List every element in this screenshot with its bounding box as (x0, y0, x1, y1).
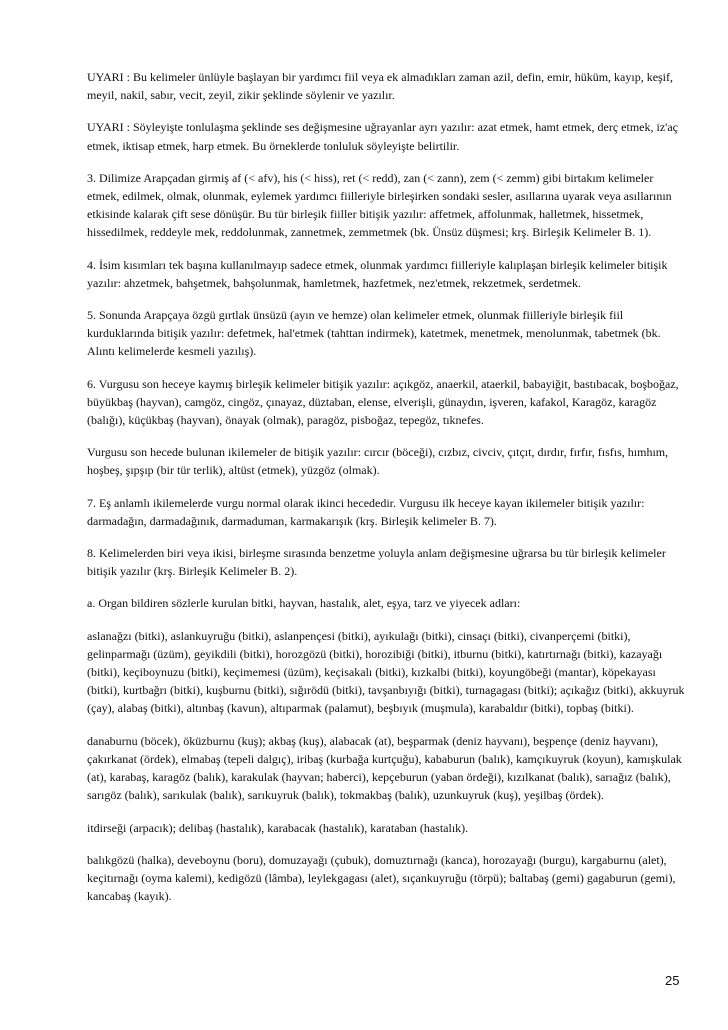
paragraph: 6. Vurgusu son heceye kaymış birleşik kelimeler bitişik yazılır: açıkgöz, anaerkil, ataerkil, babayiğit, bastıbacak, boşboğaz, büyükbaş (hayvan), camgöz, cingöz, çınayaz, düztaban, elense, elverişli, günaydın, işveren, kafakol, Karagöz, karagöz (balığı), küçükbaş (hayvan), önayak (olmak), paragöz, pisboğaz, tepegöz, tıknefes. (87, 376, 679, 428)
document-body (87, 68, 685, 919)
paragraph: Vurgusu son hecede bulunan ikilemeler de bitişik yazılır: cırcır (böceği), cızbız, civciv, çıtçıt, dırdır, fırfır, fısfıs, hımhım, hoşbeş, şıpşıp (bir tür terlik), altüst (etmek), yüzgöz (olmak). (87, 445, 669, 478)
page-number: 25 (665, 973, 680, 988)
paragraph: balıkgözü (halka), deveboynu (boru), domuzayağı (çubuk), domuztırnağı (kanca), horozayağı (burgu), kargaburnu (alet), keçitırnağı (oyma kalemi), kedigözü (lâmba), leylekgagası (alet), sıçankuyruğu (törpü); baltabaş (gemi) gagaburun (gemi), kancabaş (kayık). (87, 852, 676, 904)
paragraph: UYARI : Bu kelimeler ünlüyle başlayan bir yardımcı fiil veya ek almadıkları zaman azil, defin, emir, hüküm, kayıp, keşif, meyil, nakil, sabır, vecit, zeyil, zikir şeklinde söylenir ve yazılır. (87, 70, 674, 103)
paragraph: 7. Eş anlamlı ikilemelerde vurgu normal olarak ikinci hecededir. Vurgusu ilk heceye kayan ikilemeler bitişik yazılır: darmadağın, darmadağınık, darmaduman, karmakarışık (krş. Birleşik kelimeler B. 7). (87, 495, 645, 528)
paragraph: 4. İsim kısımları tek başına kullanılmayıp sadece etmek, olunmak yardımcı fiilleriyle kalıplaşan birleşik kelimeler bitişik yazılır: ahzetmek, bahşetmek, bahşolunmak, hamletmek, hazfetmek, nez'etmek, rekzetmek, serdetmek. (87, 257, 668, 290)
paragraph: a. Organ bildiren sözlerle kurulan bitki, hayvan, hastalık, alet, eşya, tarz ve yiyecek adları: (87, 596, 521, 611)
paragraph: 5. Sonunda Arapçaya özgü gırtlak ünsüzü (ayın ve hemze) olan kelimeler etmek, olunmak fiilleriyle birleşik fiil kurduklarında bitişik yazılır: defetmek, hal'etmek (tahttan indirmek), katetmek, menetmek, menolunmak, tabetmek (bk. Alıntı kelimelerde kesmeli yazılış). (87, 308, 661, 359)
paragraph: UYARI : Söyleyişte tonlulaşma şeklinde ses değişmesine uğrayanlar ayrı yazılır: azat etmek, hamt etmek, derç etmek, iz'aç etmek, iktisap etmek, harp etmek. Bu örneklerde tonluluk söyleyişte belirtilir. (87, 120, 678, 153)
paragraph: 8. Kelimelerden biri veya ikisi, birleşme sırasında benzetme yoluyla anlam değişmesine uğrarsa bu tür birleşik kelimeler bitişik yazılır (krş. Birleşik Kelimeler B. 2). (87, 546, 666, 579)
paragraph: 3. Dilimize Arapçadan girmiş af (< afv), his (< hiss), ret (< redd), zan (< zann), zem (< zemm) gibi birtakım kelimeler etmek, edilmek, olmak, olunmak, eylemek yardımcı fiilleriyle birleşirken sondaki sesler, asıllarına uyarak veya asıllarının etkisinde kalarak çift sese dönüşür. Bu tür birleşik fiiller bitişik yazılır: affetmek, affolunmak, halletmek, hissetmek, hissedilmek, reddeyle mek, reddolunmak, zannetmek, zemmetmek (bk. Ünsüz düşmesi; krş. Birleşik Kelimeler B. 1). (87, 170, 672, 240)
paragraph: danaburnu (böcek), öküzburnu (kuş); akbaş (kuş), alabacak (at), beşparmak (deniz hayvanı), beşpençe (deniz hayvanı), çakırkanat (ördek), elmabaş (tepeli dalgıç), iribaş (kurbağa kurtçuğu), kababurun (balık), kamçıkuyruk (koyun), kamışkulak (at), karabaş, karagöz (balık), karakulak (hayvan; haberci), kepçeburun (yaban ördeği), kızılkanat (balık), sarıağız (balık), sarıgöz (balık), sarıkulak (balık), sarıkuyruk (balık), tokmakbaş (balık), uzunkuyruk (kuş), yeşilbaş (ördek). (87, 733, 682, 803)
paragraph: aslanağzı (bitki), aslankuyruğu (bitki), aslanpençesi (bitki), ayıkulağı (bitki), cinsaçı (bitki), civanperçemi (bitki), gelinparmağı (üzüm), geyikdili (bitki), horozgözü (bitki), horozibiği (bitki), itburnu (bitki), katırtırnağı (bitki), kazayağı (bitki), keçiboynuzu (bitki), keçimemesi (üzüm), keçisakalı (bitki), kızkalbi (bitki), koyungöbeği (mantar), köpekayası (bitki), kurtbağrı (bitki), kuşburnu (bitki), sığırödü (bitki), tavşanbıyığı (bitki), turnagagası (bitki); açıkağız (bitki), akkuyruk (çay), alabaş (bitki), altınbaş (kavun), altıparmak (palamut), beşbıyık (muşmula), karabaldır (bitki), topbaş (bitki). (87, 628, 685, 716)
paragraph: itdirseği (arpacık); delibaş (hastalık), karabacak (hastalık), karataban (hastalık). (87, 820, 469, 835)
